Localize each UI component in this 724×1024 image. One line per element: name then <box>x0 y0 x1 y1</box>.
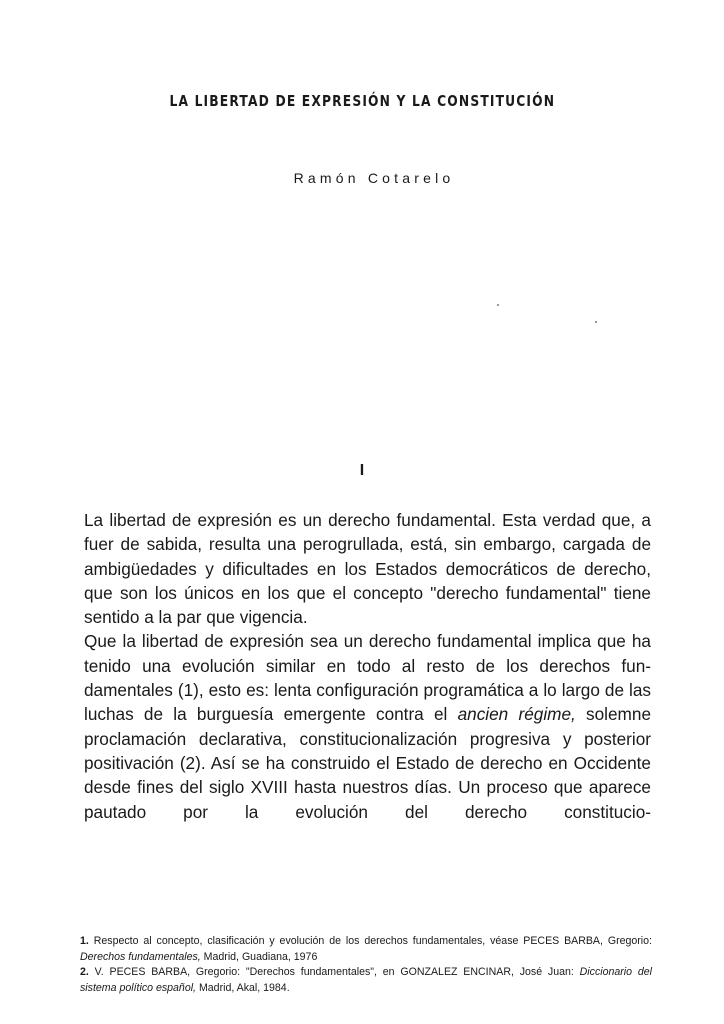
footnote-number: 2. <box>80 966 89 978</box>
footnote-1 <box>80 934 652 965</box>
paragraph-2-italic-term: ancien régime, <box>457 704 576 725</box>
footnote-number: 1. <box>80 935 89 947</box>
article-title: LA LIBERTAD DE EXPRESIÓN Y LA CONSTITUCIÓN <box>169 92 556 110</box>
footnote-text: Respecto al concepto, clasificación y evolución de los derechos fundamentales, véase PECES BARBA, Gregorio: <box>88 935 652 947</box>
body-paragraph-1: La libertad de expresión es un derecho fundamental. Esta verdad que, a fuer de sabida, resulta una perogrullada, está, sin embargo, cargada de ambigüedades y dificultades en los Estados democráticos de derecho, que son los únicos en los que el concepto "derecho fundamental" tiene sentido a la par que vigencia. <box>84 510 651 628</box>
scan-speck <box>595 321 597 323</box>
footnote-text: Madrid, Akal, 1984. <box>196 981 290 994</box>
body-paragraph-2 <box>84 629 651 823</box>
footnotes <box>80 934 652 996</box>
paragraph-2-text-end: solemne proclamación declarativa, constitucionalización progresiva y posterior positivación (2). Así se ha construido el Estado de derecho en Occidente desde fines del siglo XVIII hasta nuestros días. Un proceso que aparece pautado por la evolución del derecho constitucio- <box>84 704 651 822</box>
footnote-2 <box>80 965 652 996</box>
section-number: I <box>359 462 365 479</box>
body-text <box>84 508 651 824</box>
author-name: Ramón Cotarelo <box>293 170 455 186</box>
scan-speck <box>497 304 499 306</box>
footnote-text: Madrid, Guadiana, 1976 <box>200 950 318 963</box>
footnote-italic-title: Diccionario del sistema político español, <box>80 966 652 994</box>
footnote-text: V. PECES BARBA, Gregorio: "Derechos fundamentales", en GONZALEZ ENCINAR, José Juan: <box>88 966 580 978</box>
paragraph-2-text-start: Que la libertad de expresión sea un derecho fundamental implica que ha tenido una evolución similar en todo al resto de los derechos fundamentales (1), esto es: lenta configuración programática a lo largo de las luchas de la burguesía emergente contra el <box>84 631 651 725</box>
footnote-italic-title: Derechos fundamentales, <box>80 950 201 963</box>
